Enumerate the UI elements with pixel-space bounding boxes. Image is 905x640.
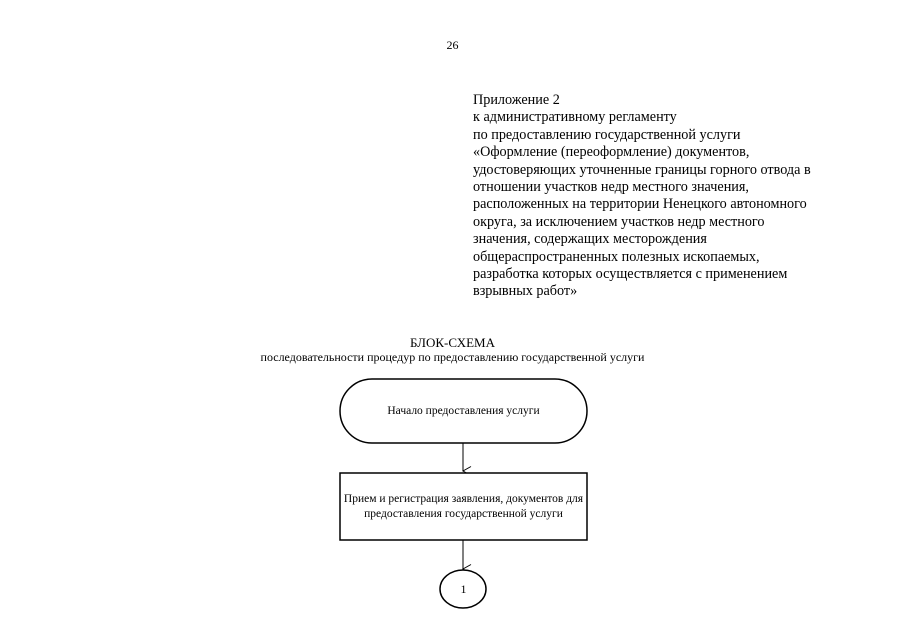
connector-label: 1 (460, 581, 467, 596)
appendix-line: взрывных работ» (473, 283, 578, 300)
process-box-label: Прием и регистрация заявления, документов для предоставления государственной услуги (343, 493, 584, 520)
appendix-line: округа, за исключением участков недр местного (473, 213, 765, 230)
page-number: 26 (446, 38, 459, 52)
appendix-line: Приложение 2 (473, 92, 560, 108)
start-terminal-label: Начало предоставления услуги (387, 404, 540, 417)
appendix-line: общераспространенных полезных ископаемых, (473, 248, 760, 265)
appendix-line: значения, содержащих месторождения (473, 231, 707, 248)
appendix-line: разработка которых осуществляется с применением (473, 266, 788, 283)
appendix-line: по предоставлению государственной услуги (473, 126, 741, 143)
flowchart-subtitle: последовательности процедур по предоставлению государственной услуги (260, 350, 645, 364)
appendix-line: удостоверяющих уточненные границы горного отвода в (473, 161, 811, 178)
flowchart-title: БЛОК-СХЕМА (410, 335, 495, 350)
appendix-line: отношении участков недр местного значения, (473, 179, 749, 196)
appendix-line: расположенных на территории Ненецкого автономного (473, 196, 807, 213)
appendix-line: к административному регламенту (473, 109, 677, 126)
appendix-line: «Оформление (переоформление) документов, (473, 144, 750, 161)
